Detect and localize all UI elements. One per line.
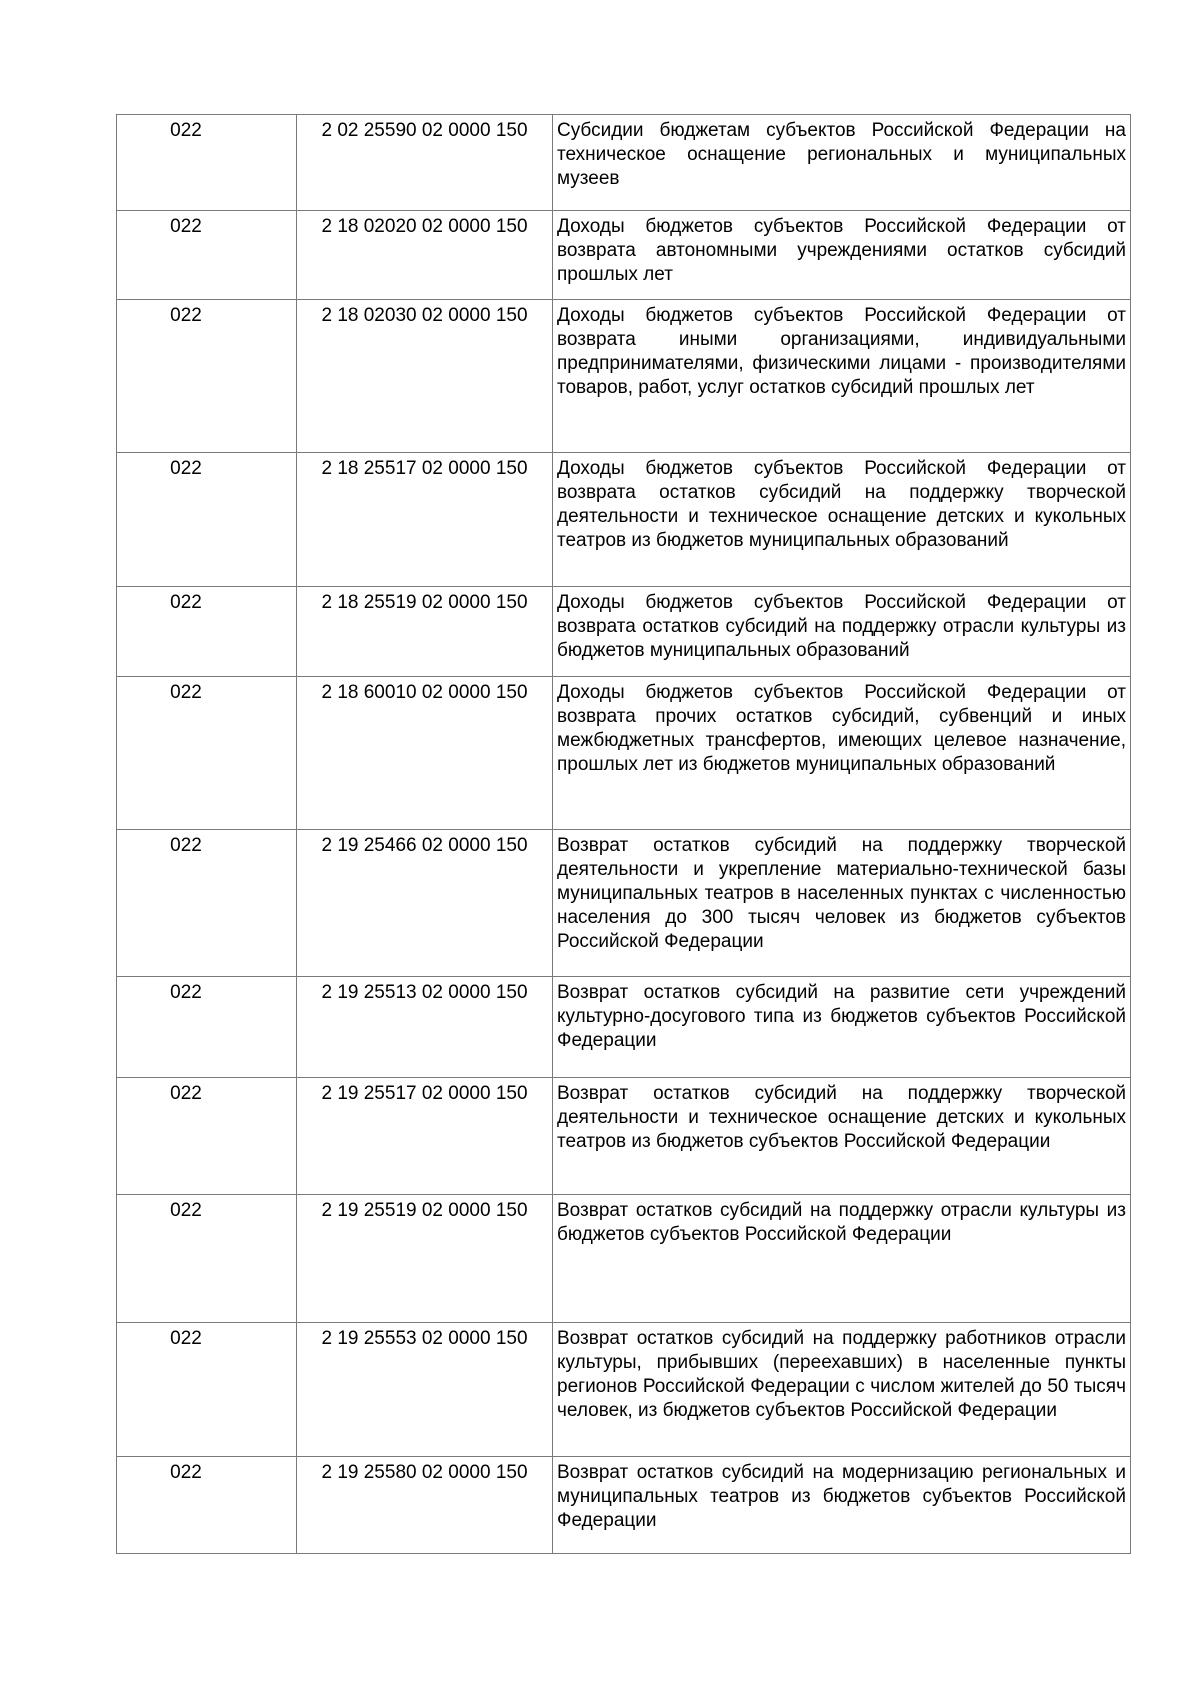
- kbk-code-cell: 2 18 60010 02 0000 150: [297, 677, 553, 830]
- table-row: [117, 830, 1131, 977]
- description-cell: Возврат остатков субсидий на поддержку творческой деятельности и укрепление материально-технической базы муниципальных театров в населенных пунктах с численностью населения до 300 тысяч человек из бюджетов субъектов Российской Федерации: [553, 830, 1131, 977]
- admin-code-cell: 022: [117, 1457, 297, 1554]
- description-cell: Доходы бюджетов субъектов Российской Федерации от возврата автономными учреждениями остатков субсидий прошлых лет: [553, 211, 1131, 300]
- kbk-code-cell: 2 18 02030 02 0000 150: [297, 300, 553, 453]
- admin-code-cell: 022: [117, 1323, 297, 1457]
- admin-code-cell: 022: [117, 1078, 297, 1195]
- admin-code-cell: 022: [117, 211, 297, 300]
- description-cell: Возврат остатков субсидий на поддержку творческой деятельности и техническое оснащение детских и кукольных театров из бюджетов субъектов Российской Федерации: [553, 1078, 1131, 1195]
- kbk-code-cell: 2 19 25466 02 0000 150: [297, 830, 553, 977]
- table-row: [117, 677, 1131, 830]
- kbk-code-cell: 2 19 25553 02 0000 150: [297, 1323, 553, 1457]
- budget-classification-table: [116, 114, 1131, 1554]
- admin-code-cell: 022: [117, 300, 297, 453]
- admin-code-cell: 022: [117, 830, 297, 977]
- admin-code-cell: 022: [117, 115, 297, 211]
- description-cell: Субсидии бюджетам субъектов Российской Федерации на техническое оснащение региональных и муниципальных музеев: [553, 115, 1131, 211]
- description-cell: Возврат остатков субсидий на модернизацию региональных и муниципальных театров из бюджетов субъектов Российской Федерации: [553, 1457, 1131, 1554]
- description-cell: Возврат остатков субсидий на развитие сети учреждений культурно-досугового типа из бюджетов субъектов Российской Федерации: [553, 977, 1131, 1078]
- table-row: [117, 115, 1131, 211]
- table-row: [117, 1195, 1131, 1323]
- kbk-code-cell: 2 18 25517 02 0000 150: [297, 453, 553, 587]
- table-row: [117, 211, 1131, 300]
- table-row: [117, 1323, 1131, 1457]
- admin-code-cell: 022: [117, 977, 297, 1078]
- kbk-code-cell: 2 02 25590 02 0000 150: [297, 115, 553, 211]
- description-cell: Возврат остатков субсидий на поддержку работников отрасли культуры, прибывших (переехавших) в населенные пункты регионов Российской Федерации с числом жителей до 50 тысяч человек, из бюджетов субъектов Российской Федерации: [553, 1323, 1131, 1457]
- description-cell: Доходы бюджетов субъектов Российской Федерации от возврата остатков субсидий на поддержку творческой деятельности и техническое оснащение детских и кукольных театров из бюджетов муниципальных образований: [553, 453, 1131, 587]
- description-cell: Доходы бюджетов субъектов Российской Федерации от возврата прочих остатков субсидий, субвенций и иных межбюджетных трансфертов, имеющих целевое назначение, прошлых лет из бюджетов муниципальных образований: [553, 677, 1131, 830]
- description-cell: Доходы бюджетов субъектов Российской Федерации от возврата остатков субсидий на поддержку отрасли культуры из бюджетов муниципальных образований: [553, 587, 1131, 677]
- table-row: [117, 1078, 1131, 1195]
- kbk-code-cell: 2 19 25519 02 0000 150: [297, 1195, 553, 1323]
- kbk-code-cell: 2 19 25580 02 0000 150: [297, 1457, 553, 1554]
- table-row: [117, 300, 1131, 453]
- table-row: [117, 453, 1131, 587]
- admin-code-cell: 022: [117, 1195, 297, 1323]
- table-row: [117, 977, 1131, 1078]
- description-cell: Возврат остатков субсидий на поддержку отрасли культуры из бюджетов субъектов Российской Федерации: [553, 1195, 1131, 1323]
- kbk-code-cell: 2 18 02020 02 0000 150: [297, 211, 553, 300]
- kbk-code-cell: 2 19 25517 02 0000 150: [297, 1078, 553, 1195]
- admin-code-cell: 022: [117, 453, 297, 587]
- kbk-code-cell: 2 18 25519 02 0000 150: [297, 587, 553, 677]
- description-cell: Доходы бюджетов субъектов Российской Федерации от возврата иными организациями, индивидуальными предпринимателями, физическими лицами - производителями товаров, работ, услуг остатков субсидий прошлых лет: [553, 300, 1131, 453]
- table-row: [117, 1457, 1131, 1554]
- admin-code-cell: 022: [117, 587, 297, 677]
- table-row: [117, 587, 1131, 677]
- admin-code-cell: 022: [117, 677, 297, 830]
- kbk-code-cell: 2 19 25513 02 0000 150: [297, 977, 553, 1078]
